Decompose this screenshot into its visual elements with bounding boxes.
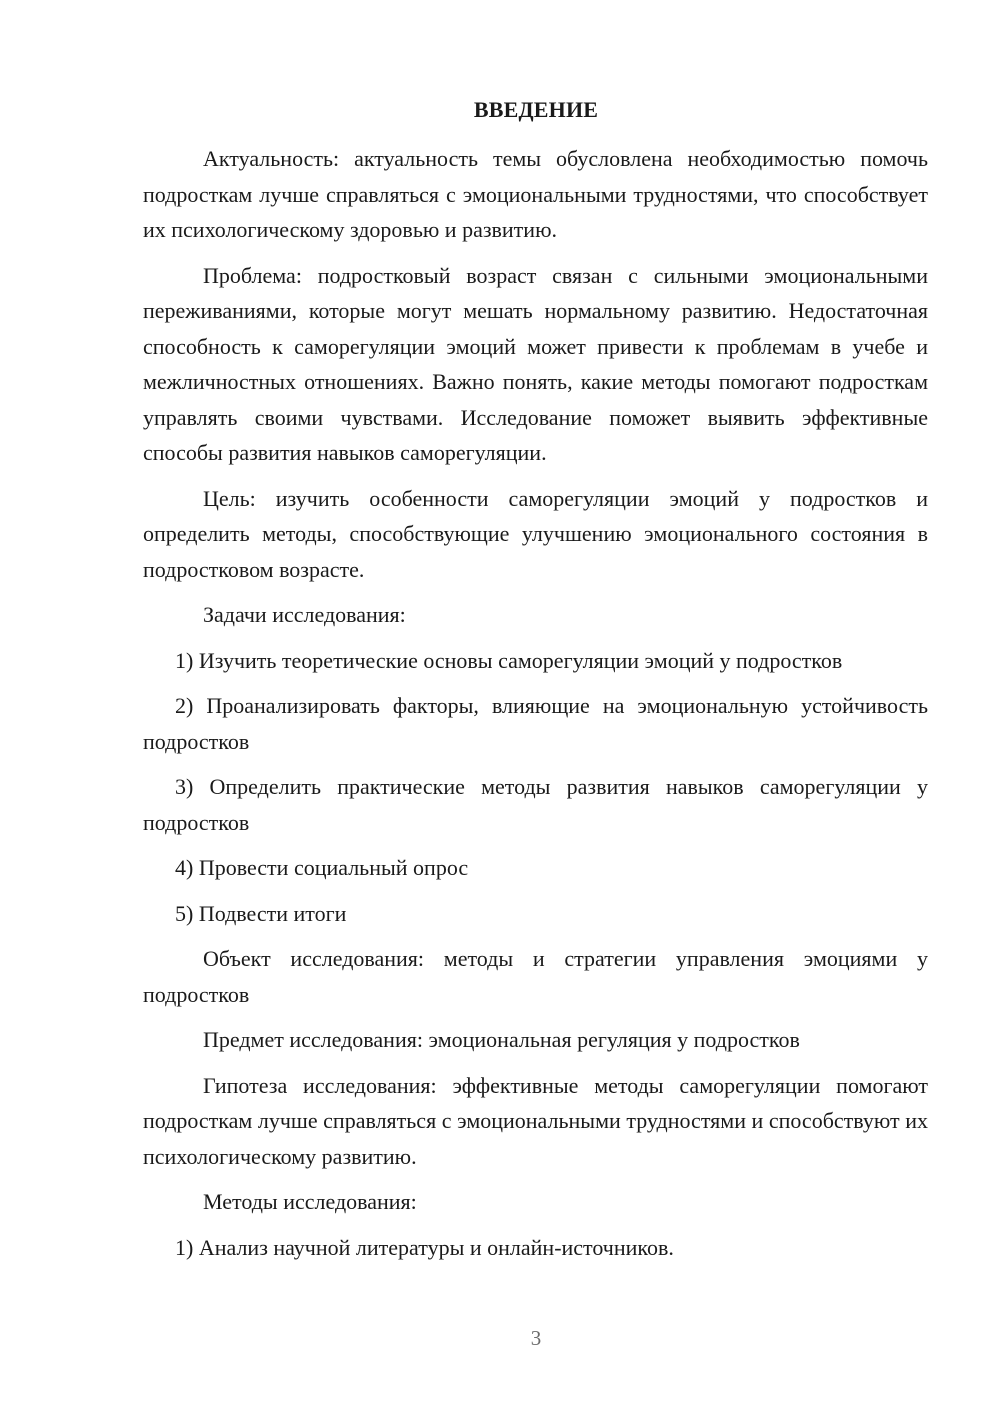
paragraph-hypothesis: Гипотеза исследования: эффективные методы саморегуляции помогают подросткам лучше справляться с эмоциональными трудностями и способствуют их психологическому развитию. (143, 1072, 928, 1169)
paragraph-problem: Проблема: подростковый возраст связан с сильными эмоциональными переживаниями, которые могут мешать нормальному развитию. Недостаточная способность к саморегуляции эмоций может привести к проблемам в учебе и межличностных отношениях. Важно понять, какие методы помогают подросткам управлять своими чувствами. Исследование поможет выявить эффективные способы развития навыков саморегуляции. (143, 262, 928, 465)
paragraph-relevance: Актуальность: актуальность темы обусловлена необходимостью помочь подросткам лучше справляться с эмоциональными трудностями, что способствует их психологическому здоровью и развитию. (143, 146, 928, 242)
paragraph-subject: Предмет исследования: эмоциональная регуляция у подростков (203, 1027, 800, 1052)
task-item-5: 5) Подвести итоги (175, 900, 347, 926)
paragraph-object: Объект исследования: методы и стратегии управления эмоциями у подростков (143, 946, 928, 1007)
methods-heading: Методы исследования: (203, 1189, 417, 1214)
task-item-2: 2) Проанализировать факторы, влияющие на эмоциональную устойчивость подростков (143, 693, 928, 754)
tasks-heading: Задачи исследования: (203, 602, 406, 627)
paragraph-goal: Цель: изучить особенности саморегуляции эмоций у подростков и определить методы, способствующие улучшению эмоционального состояния в подростковом возрасте. (143, 485, 928, 582)
task-item-1: 1) Изучить теоретические основы саморегуляции эмоций у подростков (175, 647, 843, 673)
task-item-3: 3) Определить практические методы развития навыков саморегуляции у подростков (143, 774, 928, 835)
method-item-1: 1) Анализ научной литературы и онлайн-источников. (175, 1234, 674, 1260)
document-body (143, 141, 928, 1265)
page-number: 3 (530, 1326, 542, 1350)
page-title: ВВЕДЕНИЕ (473, 97, 599, 122)
task-item-4: 4) Провести социальный опрос (175, 855, 469, 880)
